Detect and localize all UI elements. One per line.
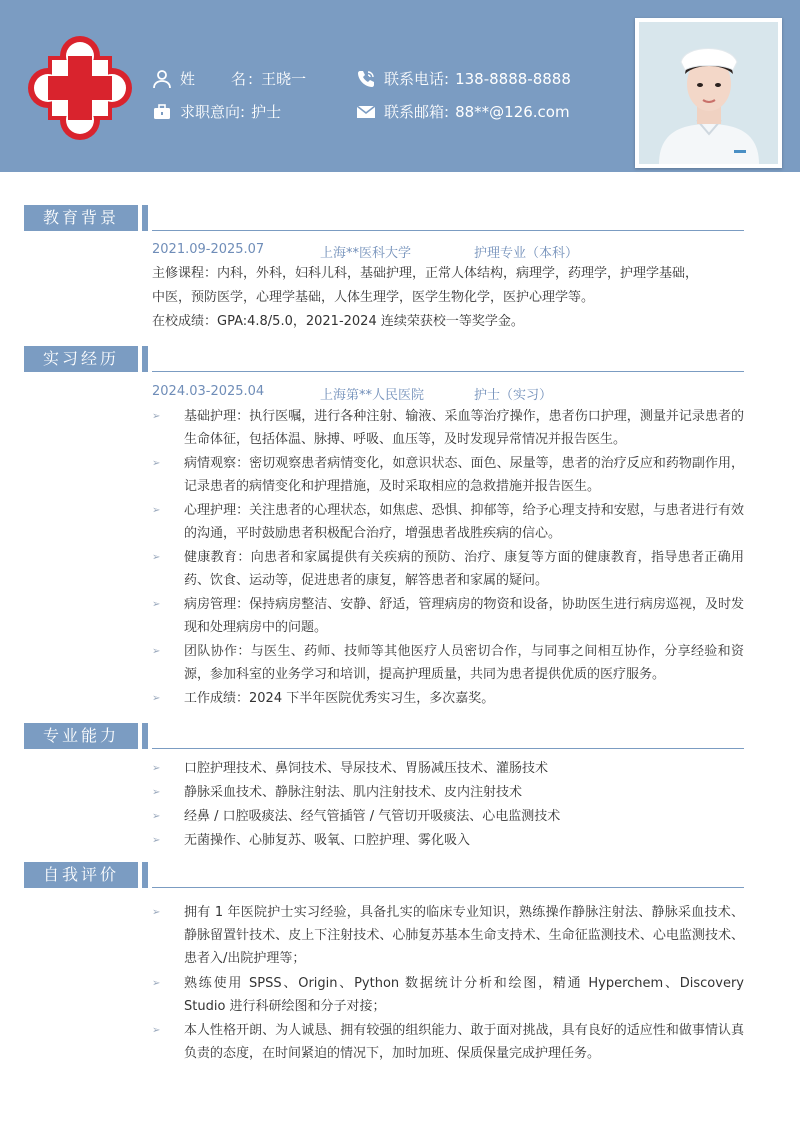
education-section-header xyxy=(24,205,744,231)
list-item: ➢ 熟练使用 SPSS、Origin、Python 数据统计分析和绘图，精通 Hyperchem、Discovery Studio 进行科研绘图和分子对接； xyxy=(152,972,744,1018)
bullet-arrow-icon: ➢ xyxy=(152,763,161,774)
education-title: 教育背景 xyxy=(24,205,138,231)
bullet-arrow-icon: ➢ xyxy=(152,552,161,563)
email-label: 联系邮箱: xyxy=(384,103,450,121)
internship-period: 2024.03-2025.04 xyxy=(152,384,265,399)
name-info xyxy=(152,68,306,89)
briefcase-icon xyxy=(152,102,172,122)
job-info xyxy=(152,101,281,122)
skills-rule xyxy=(152,748,744,749)
bullet-arrow-icon: ➢ xyxy=(152,599,161,610)
bullet-arrow-icon: ➢ xyxy=(152,907,161,918)
bullet-arrow-icon: ➢ xyxy=(152,811,161,822)
list-item: ➢ 拥有 1 年医院护士实习经验，具备扎实的临床专业知识，熟练操作静脉注射法、静脉采血技术、静脉留置针技术、皮上下注射技术、心肺复苏基本生命支持术、生命征监测技术、心电监测技术、患者入/出院护理等； xyxy=(152,901,744,970)
skills-tick xyxy=(142,723,148,749)
bullet-arrow-icon: ➢ xyxy=(152,835,161,846)
list-item: ➢ 健康教育：向患者和家属提供有关疾病的预防、治疗、康复等方面的健康教育，指导患者正确用药、饮食、运动等，促进患者的康复，解答患者和家属的疑问。 xyxy=(152,546,744,592)
bullet-arrow-icon: ➢ xyxy=(152,1025,161,1036)
education-major: 护理专业（本科） xyxy=(474,246,579,261)
self-section-header xyxy=(24,862,744,888)
internship-role: 护士（实习） xyxy=(474,388,553,403)
header-banner xyxy=(0,0,800,172)
list-item: ➢ 本人性格开朗、为人诚恳、拥有较强的组织能力、敢于面对挑战，具有良好的适应性和做事情认真负责的态度，在时间紧迫的情况下，加时加班、保质保量完成护理任务。 xyxy=(152,1019,744,1065)
self-rule xyxy=(152,887,744,888)
self-tick xyxy=(142,862,148,888)
education-rule xyxy=(152,230,744,231)
job-value: 护士 xyxy=(251,103,282,121)
list-item: ➢ 静脉采血技术、静脉注射法、肌内注射技术、皮内注射技术 xyxy=(152,781,744,804)
email-info xyxy=(356,101,570,122)
list-item: ➢ 病房管理：保持病房整洁、安静、舒适，管理病房的物资和设备，协助医生进行病房巡视，及时发现和处理病房中的问题。 xyxy=(152,593,744,639)
internship-rule xyxy=(152,371,744,372)
list-item: ➢ 口腔护理技术、鼻饲技术、导尿技术、胃肠减压技术、灌肠技术 xyxy=(152,757,744,780)
list-item: ➢ 无菌操作、心肺复苏、吸氧、口腔护理、雾化吸入 xyxy=(152,829,744,852)
internship-section-header xyxy=(24,346,744,372)
list-item: ➢ 心理护理：关注患者的心理状态，如焦虑、恐惧、抑郁等，给予心理支持和安慰，与患者进行有效的沟通，平时鼓励患者积极配合治疗，增强患者战胜疾病的信心。 xyxy=(152,499,744,545)
bullet-arrow-icon: ➢ xyxy=(152,505,161,516)
self-title: 自我评价 xyxy=(24,862,138,888)
bullet-arrow-icon: ➢ xyxy=(152,646,161,657)
skills-title: 专业能力 xyxy=(24,723,138,749)
list-item: ➢ 团队协作：与医生、药师、技师等其他医疗人员密切合作，与同事之间相互协作，分享经验和资源，参加科室的业务学习和培训，提高护理质量，共同为患者提供优质的医疗服务。 xyxy=(152,640,744,686)
education-school: 上海**医科大学 xyxy=(320,246,412,261)
skills-section-header xyxy=(24,723,744,749)
phone-info xyxy=(356,68,571,89)
list-item: ➢ 经鼻 / 口腔吸痰法、经气管插管 / 气管切开吸痰法、心电监测技术 xyxy=(152,805,744,828)
phone-label: 联系电话: xyxy=(384,70,450,88)
name-label: 姓 名: xyxy=(180,70,256,88)
internship-title: 实习经历 xyxy=(24,346,138,372)
email-icon xyxy=(356,102,376,122)
person-icon xyxy=(152,69,172,89)
bullet-arrow-icon: ➢ xyxy=(152,458,161,469)
bullet-arrow-icon: ➢ xyxy=(152,411,161,422)
email-value: 88**@126.com xyxy=(455,102,570,121)
education-period: 2021.09-2025.07 xyxy=(152,242,265,257)
phone-value: 138-8888-8888 xyxy=(455,69,571,88)
internship-tick xyxy=(142,346,148,372)
list-item: ➢ 基础护理：执行医嘱，进行各种注射、输液、采血等治疗操作，患者伤口护理，测量并记录患者的生命体征，包括体温、脉搏、呼吸、血压等，及时发现异常情况并报告医生。 xyxy=(152,405,744,451)
education-courses-line-1: 主修课程：内科，外科，妇科儿科，基础护理，正常人体结构，病理学，药理学，护理学基础， xyxy=(152,266,699,281)
education-courses-line-2: 中医，预防医学，心理学基础，人体生理学，医学生物化学，医护心理学等。 xyxy=(152,290,595,305)
job-label: 求职意向: xyxy=(180,103,246,121)
bullet-arrow-icon: ➢ xyxy=(152,693,161,704)
internship-hospital: 上海第**人民医院 xyxy=(320,388,425,403)
profile-photo-frame xyxy=(635,18,782,168)
phone-icon xyxy=(356,69,376,89)
bullet-arrow-icon: ➢ xyxy=(152,787,161,798)
list-item: ➢ 病情观察：密切观察患者病情变化，如意识状态、面色、尿量等，患者的治疗反应和药物副作用，记录患者的病情变化和护理措施，及时采取相应的急救措施并报告医生。 xyxy=(152,452,744,498)
profile-photo xyxy=(639,22,778,164)
list-item: ➢ 工作成绩：2024 下半年医院优秀实习生，多次嘉奖。 xyxy=(152,687,744,710)
education-tick xyxy=(142,205,148,231)
education-gpa-line: 在校成绩：GPA:4.8/5.0，2021-2024 连续荣获校一等奖学金。 xyxy=(152,314,524,329)
name-value: 王晓一 xyxy=(261,70,307,88)
red-cross-logo-icon xyxy=(26,34,134,142)
bullet-arrow-icon: ➢ xyxy=(152,978,161,989)
